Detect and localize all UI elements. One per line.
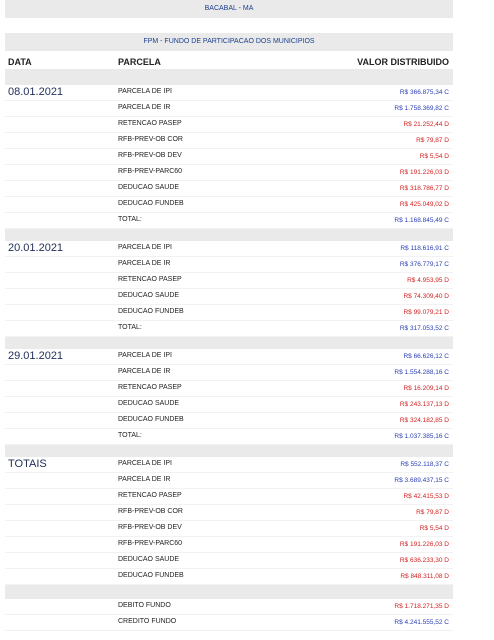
fund-title: FPM - FUNDO DE PARTICIPACAO DOS MUNICIPIOS <box>5 33 453 51</box>
report-page <box>5 0 453 631</box>
table-row <box>5 305 453 321</box>
valor-amount: R$ 243.137,13 D <box>399 401 449 408</box>
valor-amount: R$ 318.786,77 D <box>399 185 449 192</box>
column-header-valor: VALOR DISTRIBUIDO <box>357 57 449 67</box>
column-header-data: DATA <box>8 57 32 67</box>
parcela-label: DEDUCAO SAUDE <box>118 400 180 407</box>
group-spacer <box>5 445 453 457</box>
valor-amount: R$ 552.118,37 C <box>400 461 449 468</box>
valor-amount: R$ 21.252,44 D <box>403 121 449 128</box>
table-row <box>5 165 453 181</box>
table-row <box>5 273 453 289</box>
group-date: 20.01.2021 <box>8 242 64 254</box>
table-row <box>5 397 453 413</box>
table-row <box>5 321 453 337</box>
valor-amount: R$ 99.079,21 D <box>403 309 449 316</box>
fund-label: CREDITO FUNDO <box>118 618 177 625</box>
table-row <box>5 429 453 445</box>
parcela-label: PARCELA DE IPI <box>118 88 172 95</box>
table-row <box>5 149 453 165</box>
parcela-label: RETENCAO PASEP <box>118 492 182 499</box>
table-row <box>5 473 453 489</box>
table-row <box>5 257 453 273</box>
parcela-label: RETENCAO PASEP <box>118 384 182 391</box>
group-spacer <box>5 229 453 241</box>
parcela-label: DEDUCAO FUNDEB <box>118 200 184 207</box>
parcela-label: RFB-PREV-OB DEV <box>118 524 182 531</box>
parcela-label: TOTAL: <box>118 324 142 331</box>
table-row <box>5 521 453 537</box>
parcela-label: PARCELA DE IPI <box>118 352 172 359</box>
table-row <box>5 365 453 381</box>
parcela-label: DEDUCAO SAUDE <box>118 184 180 191</box>
valor-amount: R$ 848.311,08 D <box>400 573 449 580</box>
valor-amount: R$ 79,87 D <box>416 509 449 516</box>
parcela-label: DEDUCAO SAUDE <box>118 556 180 563</box>
table-row <box>5 413 453 429</box>
fund-label: DEBITO FUNDO <box>118 602 171 609</box>
valor-amount: R$ 191.226,03 D <box>399 541 449 548</box>
valor-amount: R$ 191.226,03 D <box>399 169 449 176</box>
fund-spacer <box>5 585 453 599</box>
parcela-label: PARCELA DE IPI <box>118 244 172 251</box>
parcela-label: PARCELA DE IR <box>118 368 171 375</box>
parcela-label: PARCELA DE IR <box>118 260 171 267</box>
parcela-label: PARCELA DE IR <box>118 104 171 111</box>
parcela-label: RFB-PREV-PARC60 <box>118 540 183 547</box>
valor-amount: R$ 16.209,14 D <box>403 385 449 392</box>
column-header-parcela: PARCELA <box>118 57 161 67</box>
table-row <box>5 133 453 149</box>
parcela-label: DEDUCAO FUNDEB <box>118 572 184 579</box>
parcela-label: RFB-PREV-OB COR <box>118 136 183 143</box>
valor-amount: R$ 425.049,02 D <box>399 201 449 208</box>
parcela-label: RETENCAO PASEP <box>118 276 182 283</box>
table-row <box>5 457 453 473</box>
valor-amount: R$ 636.233,30 D <box>399 557 449 564</box>
group-date: 29.01.2021 <box>8 350 64 362</box>
valor-amount: R$ 4.953,95 D <box>407 277 449 284</box>
parcela-label: PARCELA DE IPI <box>118 460 172 467</box>
parcela-label: RFB-PREV-PARC60 <box>118 168 183 175</box>
group-spacer <box>5 69 453 85</box>
valor-amount: R$ 1.554.288,16 C <box>394 369 449 376</box>
table-row <box>5 349 453 365</box>
fund-row <box>5 615 453 631</box>
table-row <box>5 537 453 553</box>
group-spacer <box>5 337 453 349</box>
parcela-label: TOTAL: <box>118 432 142 439</box>
valor-amount: R$ 3.689.437,15 C <box>394 477 449 484</box>
valor-amount: R$ 5,54 D <box>419 153 449 160</box>
parcela-label: RFB-PREV-OB DEV <box>118 152 182 159</box>
group-date: TOTAIS <box>8 458 47 470</box>
table-row <box>5 117 453 133</box>
table-row <box>5 181 453 197</box>
table-row <box>5 213 453 229</box>
parcela-label: DEDUCAO FUNDEB <box>118 308 184 315</box>
table-row <box>5 241 453 257</box>
valor-amount: R$ 118.616,91 C <box>400 245 449 252</box>
column-headers <box>5 51 453 69</box>
table-row <box>5 553 453 569</box>
fund-amount: R$ 1.718.271,35 D <box>394 603 449 610</box>
distribution-table <box>5 69 453 631</box>
valor-amount: R$ 376.779,17 C <box>399 261 449 268</box>
group-date: 08.01.2021 <box>8 86 64 98</box>
parcela-label: TOTAL: <box>118 216 142 223</box>
table-row <box>5 381 453 397</box>
table-row <box>5 197 453 213</box>
valor-amount: R$ 1.758.369,82 C <box>394 105 449 112</box>
valor-amount: R$ 1.168.845,49 C <box>394 217 449 224</box>
table-row <box>5 505 453 521</box>
valor-amount: R$ 66.626,12 C <box>403 353 449 360</box>
fund-row <box>5 599 453 615</box>
valor-amount: R$ 5,54 D <box>419 525 449 532</box>
valor-amount: R$ 317.053,52 C <box>399 325 449 332</box>
fund-amount: R$ 4.241.555,52 C <box>394 619 449 626</box>
table-row <box>5 101 453 117</box>
table-row <box>5 489 453 505</box>
valor-amount: R$ 324.182,85 D <box>399 417 449 424</box>
parcela-label: DEDUCAO SAUDE <box>118 292 180 299</box>
municipio-header: BACABAL - MA <box>5 0 453 18</box>
valor-amount: R$ 366.875,34 C <box>399 89 449 96</box>
parcela-label: RETENCAO PASEP <box>118 120 182 127</box>
parcela-label: RFB-PREV-OB COR <box>118 508 183 515</box>
table-row <box>5 85 453 101</box>
valor-amount: R$ 74.309,40 D <box>403 293 449 300</box>
header-gap <box>5 18 453 33</box>
valor-amount: R$ 1.037.385,16 C <box>394 433 449 440</box>
table-row <box>5 569 453 585</box>
valor-amount: R$ 79,87 D <box>416 137 449 144</box>
right-margin <box>453 0 494 640</box>
table-row <box>5 289 453 305</box>
parcela-label: DEDUCAO FUNDEB <box>118 416 184 423</box>
valor-amount: R$ 42.415,53 D <box>403 493 449 500</box>
parcela-label: PARCELA DE IR <box>118 476 171 483</box>
